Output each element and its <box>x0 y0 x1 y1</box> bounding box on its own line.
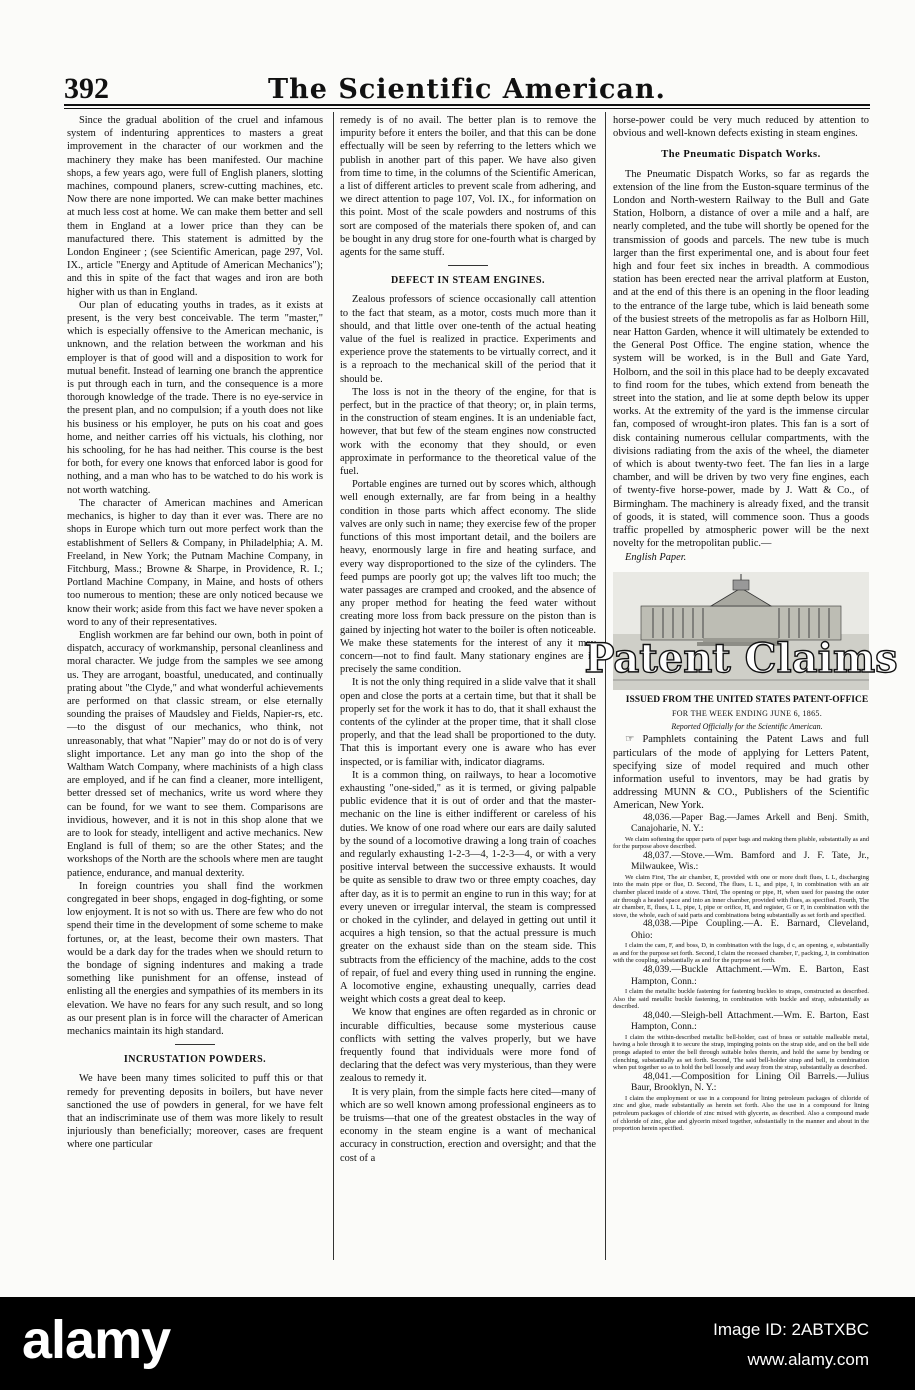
claim-title: 48,037.—Stove.—Wm. Bamford and J. F. Tate, Jr., Milwaukee, Wis.: <box>631 850 869 873</box>
paragraph: English workmen are far behind our own, both in point of dispatch, accuracy of workmanship, personal cleanliness and moral character. We judge from the samples we see among us. They are arrogant, boastful, uneducated, and continually prating about "the Clyde," and what wonderful achievements are performed on that classic stream, or else eternally sounding the praises of Maudsley and Fields, Napier-rs, etc. —to the disgust of our mechanics, who think, not unreasonably, that what "Napier" may do or not do is of very slight importance. Let any man go into the shop of the Waltham Watch Company, where machinists of a high class are employed, and if he can find a cleaner, more intelligent, better dressed set of mechanics, write us word where they can be found, for we want to see them. Comparisons are invidious, however, and it is not in this shop alone that we are to look for steady, intelligent and active mechanics. New England is full of them; so are the other States; and the workshops of the North are the schools where men are taught patience, endurance, and manual dexterity. <box>67 629 323 879</box>
paragraph: We know that engines are often regarded as in chronic or incurable difficulties, because some mysterious cause conflicts with setting the valves properly, but we have frequently found that individuals were more fond of declaring that the defect was very mysterious, than they were zealous to remedy it. <box>340 1007 596 1085</box>
paragraph: It is very plain, from the simple facts here cited—many of which are so well known among professional engineers as to be truisms—that one of the greatest obstacles in the way of economy in the steam engine is a want of mechanical accuracy in construction, erection and oversight; and that the cost of a <box>340 1086 596 1164</box>
masthead <box>64 72 870 106</box>
claim-title: 48,038.—Pipe Coupling.—A. E. Barnard, Cleveland, Ohio: <box>631 919 869 941</box>
claim-text: I claim the employment or use in a compound for lining petroleum packages of chloride of zinc and glue, made substantially as herein set forth. Also the use in a compound for lining petroleum packages of chloride of zinc mixed with glycerin, as described. Also a compound made of chloride of zinc, glue and glycerin mixed together, substantially in the manner and about in the proportion herein specified. <box>613 1094 869 1133</box>
image-id-label: Image ID: 2ABTXBC <box>713 1320 869 1339</box>
masthead-rule <box>64 104 870 106</box>
claims-list <box>613 813 869 1133</box>
paragraph: We have been many times solicited to puff this or that remedy for preventing deposits in boilers, but have never sanctioned the use of powders in general, for we have felt that an indiscriminate use of them was more likely to result injuriously than beneficially; moreover, cases are frequent where one particular <box>67 1073 323 1151</box>
section-heading: The Pneumatic Dispatch Works. <box>661 149 821 161</box>
claim-text: I claim the cam, F, and boss, D, in combination with the lugs, d c, an opening, e, substantially as and for the purpose set forth. Second, I claim the recessed chamber, I', packing, J, in combination with the coupling, substantially as and for the purpose set forth. <box>613 942 869 965</box>
page-number: 392 <box>64 72 109 105</box>
column-divider <box>333 112 334 1260</box>
claim-title: 48,041.—Composition for Lining Oil Barrels.—Julius Baur, Brooklyn, N. Y.: <box>631 1071 869 1094</box>
claim-title: 48,039.—Buckle Attachment.—Wm. E. Barton, East Hampton, Conn.: <box>631 965 869 987</box>
paragraph: Portable engines are turned out by scores which, although well enough externally, are far from being in a healthy condition in those parts which affect economy. The slide valves are only such in name; they exercise few of the proper functions of this most important detail, and the boilers are heavy, enormously large in fire and heating surface, and every way disproportioned to the size of the cylinders. The feed pumps are poorly got up; the valves lift too much; the water passages are cramped and crooked, and the absence of any proper method for heating the feed water without creating more loss from back pressure on the piston than is gained by injecting hot water to the boiler is often noticeable. We make these statements for the interest of any it may concern—not to find fault. Many stationary engines are in precisely the same condition. <box>340 479 596 676</box>
masthead-rule-thin <box>64 108 870 109</box>
article-source: English Paper. <box>625 551 687 563</box>
banner-title: Patent Claims <box>584 634 898 682</box>
section-separator <box>448 265 488 266</box>
paragraph: remedy is of no avail. The better plan is to remove the impurity before it enters the boiler, and that this can be done effectually will be seen by referring to the letters which we publish in another part of this paper. We have also given from time to time, in the columns of the Scientific American, a list of different articles to prevent scale from adhering, and we direct attention to page 107, Vol. IX., for information on this point. Most of the scale powders and nostrums of this sort are composed of the materials there spoken of, and can be bought in any drug store for one-fourth what is charged by agents for the same stuff. <box>340 115 596 259</box>
paragraph: The character of American machines and American mechanics, is higher to day than it ever was. There are no shops in Europe which turn out more perfect work than the establishment of Sellers & Company, in Philadelphia; A. M. Freeland, in New York; the Putnam Machine Company, in Fitchburg, Mass.; Browne & Sharpe, in Providence, R. I.; Portland Machine Company, in Maine, and hosts of others too numerous to mention; these are only noticed because we know their work; aside from this fact we have never spoken a word to any of their representatives. <box>67 497 323 628</box>
column-1 <box>67 114 323 1152</box>
claim-title: 48,036.—Paper Bag.—James Arkell and Benj. Smith, Canajoharie, N. Y.: <box>631 812 869 835</box>
patent-claims-banner <box>584 572 898 690</box>
column-3 <box>584 114 898 1133</box>
section-separator <box>175 1044 215 1045</box>
alamy-logo: alamy <box>22 1310 171 1370</box>
claim-title: 48,040.—Sleigh-bell Attachment.—Wm. E. Barton, East Hampton, Conn.: <box>631 1010 869 1033</box>
issued-heading: ISSUED FROM THE UNITED STATES PATENT-OFFICE <box>625 694 869 705</box>
week-line: FOR THE WEEK ENDING JUNE 6, 1865. <box>671 708 823 718</box>
claim-text: I claim the metallic buckle fastening for fastening buckles to straps, constructed as described. Also the said metallic buckle fastening, in combination with buckle and strap, substantially as described. <box>613 988 869 1011</box>
paragraph: The loss is not in the theory of the engine, for that is perfect, but in the practice of that theory; or, in plain terms, in the construction of steam engines. It is an undeniable fact, however, that but few of the steam engines now constructed work with the economy that they should, or even approximate in performance to the theoretical value of the fuel. <box>340 386 596 478</box>
paragraph: horse-power could be very much reduced by attention to obvious and well-known defects existing in steam engines. <box>613 115 869 140</box>
pamphlet-notice: ☞ Pamphlets containing the Patent Laws and full particulars of the mode of applying for Letters Patent, specifying size of model required and much other information useful to inventors, may be had gratis by addressing MUNN & CO., Publishers of the Scientific American, New York. <box>613 734 869 812</box>
reported-line: Reported Officially for the Scientific American. <box>671 722 823 732</box>
capitol-building-illustration <box>584 572 898 690</box>
claim-text: I claim the within-described metallic bell-holder, cast of brass or suitable malleable metal, having a hole through it to secure the strap, impinging points on the strap side, and on the bell side prongs adapted to enter the bell through suitable holes therein, and hold the same by bending or clenching, substantially as set forth. Second, The said bell-holder strap and bell, in combination when put together so as to hold the bell loosely and away from the strap, substantially as described. <box>613 1033 869 1072</box>
section-heading: INCRUSTATION POWDERS. <box>123 1054 267 1066</box>
column-divider <box>605 112 606 1260</box>
paragraph: Zealous professors of science occasionally call attention to the fact that steam, as a motor, costs much more than it should, and that little over one-tenth of the actual heating value of the fuel is realized in practice. Experiments and experience prove the statements to be virtually correct, and it is a reproach to the mechanical skill of the period that it should be. <box>340 294 596 385</box>
column-2 <box>340 114 596 1165</box>
paragraph: Since the gradual abolition of the cruel and infamous system of indenturing apprentices to masters a great improvement in the character of our workmen and the machinery they make has been manifested. Our machine shops, a few years ago, were full of English planers, slotting machines, compound planers, screw-cutting machines, etc. Now there are none imported. We can make better machines at much less cost at home. We can make them better and sell them in England at a lower price than they can be manufactured there. This statement is admitted by the London Engineer ; (see Scientific American, page 297, Vol. IX., article "Energy and Aptitude of American Mechanics"); and this in spite of the fact that wages and iron are both higher with us than in England. <box>67 115 323 298</box>
paragraph: Our plan of educating youths in trades, as it exists at present, is the very best conceivable. The term "master," which is especially offensive to the American mechanic, is unknown, and the relation between the workman and his employer is that of good will and a disposition to work for mutual benefit. Instead of learning one branch the apprentice is put through each in turn, and the consequence is a more thorough knowledge of the trade. There is no eye-service in the present plan, and no compulsion; if a youth does not like his business or his employer, he puts on his coat and goes home, and neither carries off his victuals, his clothing, nor his schooling, for he has had neither. This course is the best for both, for every one knows that enforced labor is good for nothing, and a man who has to be watched to do his work is not worth watching. <box>67 299 323 496</box>
watermark-url: www.alamy.com <box>747 1350 869 1369</box>
claim-text: We claim First, The air chamber, E, provided with one or more draft flues, L L, discharging into the main pipe or flue, D. Second, The flues, L L, and pipe, I, in combination with an air chamber placed inside of a stove. Third, The opening or pipe, H, when used for passing the outer air through a heated space and into an inner chamber, provided with flues, as specified. Fourth, The air chamber, E, flues, L L, pipe, I, pipe or orifice, H, and register, G or F, in combination with the stove, the whole, each of said parts and combinations being substantially as set forth and specified. <box>613 873 869 919</box>
section-heading: DEFECT IN STEAM ENGINES. <box>390 275 546 287</box>
paragraph: The Pneumatic Dispatch Works, so far as regards the extension of the line from the Euston-square terminus of the London and North-western Railway to the Bull and Gate Station, Holborn, a distance of over a mile and a half, are nearly completed, and the tube will shortly be opened for the transmission of goods and parcels. The new tube is much larger than the first experimental one, and is about four feet high and four feet six inches in breadth. A commodious station has been erected near the arrival platform at Euston, and at the end of this there is an opening in the floor leading to the entrance of the large tube, which is laid beneath some of the busiest streets of the metropolis as far as Holborn Hill, near Hatton Garden, whence it will ultimately be extended to the General Post Office. The engine station, whence the system will be worked, is in the Bull and Gate Yard, Holborn, and the soil in this place had to be deeply excavated to find room for the tubes, which extend from beneath the street into the station, and lie at some depth below its upper works. At the extremity of the yard is the immense circular fan, composed of wrought-iron plates. This fan is a sort of disk containing numerous cellular compartments, with the divisions radiating from the axis of the wheel, the diameter of which is about twenty-two feet. The fan lies in a large chamber, and will be driven by two very fine engines, each of twenty-five horse-power, made by J. Watt & Co., of Birmingham. The machinery is already fixed, and the transit of goods, it is stated, will commence soon. Thus a goods traffic propelled by atmospheric power will be the next novelty for the metropolitan public.— <box>613 168 869 550</box>
journal-title: The Scientific American. <box>268 74 666 105</box>
paragraph: In foreign countries you shall find the workmen congregated in beer shops, engaged in dog-fighting, or some low enjoyment. It is not so with us. There are few who do not spend their time in the development of some scheme to make fortunes, or, at the least, become their own masters. That would be a dark day for the trades when we should return to the bondage of signing indentures and making a trade something like punishment for an offense, instead of enlisting all the energies and sympathies of its members in its elevation. We have no fears for any such result, and so long as our present plan is in force will the character of American mechanics maintain its high standard. <box>67 880 323 1038</box>
claim-text: We claim softening the upper parts of paper bags and making them pliable, substantially as and for the purpose above described. <box>613 835 869 851</box>
paragraph: It is a common thing, on railways, to hear a locomotive exhausting "one-sided," as it is termed, or giving palpable public evidence that it is out of order and that the master-mechanic on the line is either indifferent or careless of his duties. We know of one road where our ears are daily saluted by the sound of a locomotive drawing a long train of coaches and regularly exhausting 1-2-3—4, 1-2-3—4, or with a very positive interval between the successive exhausts. It would be quite as sensible to draw two or three empty coaches, day after day, as it is to permit an engine to run in this way; for at every uneven or irregular interval, the steam is compressed or choked in the cylinder, and delayed in getting out until it acquires a high tension, so that the actual pressure is much greater on the exhaust side than on the steam side. This subtracts from the efficiency of the machine, adds to the cost of repair, of fuel and every thing used in running the engine. A locomotive engine, exhausting unequally, carries dead weight which costs a great deal to keep. <box>340 769 596 1006</box>
paragraph: It is not the only thing required in a slide valve that it shall open and close the ports at a certain time, but that it shall be properly set for the work it has to do, that it shall exhaust the contents of the cylinder at the proper time, that it shall close properly, and that the lead shall be proportioned to the duty. That this is important every one is aware who has ever inspected, or is familiar with, indicator diagrams. <box>340 677 596 768</box>
